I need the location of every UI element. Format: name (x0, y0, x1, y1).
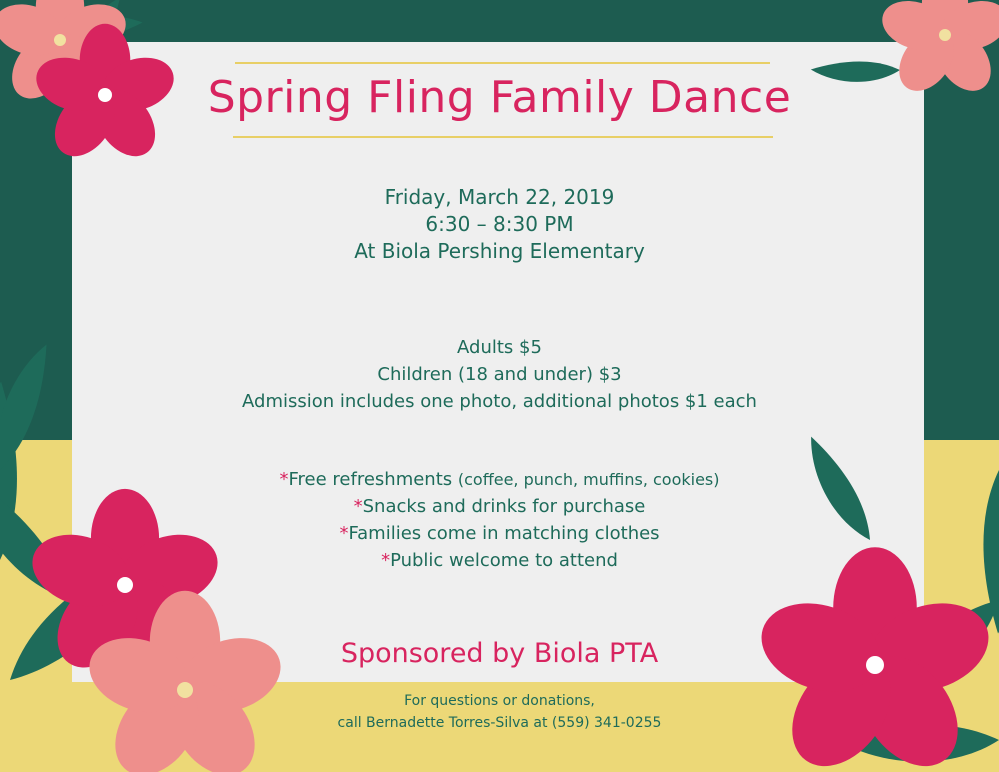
event-date: Friday, March 22, 2019 (384, 185, 615, 209)
contact-info (0, 690, 999, 734)
event-time: 6:30 – 8:30 PM (425, 212, 574, 236)
contact-line-1: For questions or donations, (404, 693, 595, 709)
note-families (0, 520, 999, 547)
event-notes (0, 466, 999, 574)
note-public-text: Public welcome to attend (390, 550, 618, 571)
note-families-text: Families come in matching clothes (348, 523, 660, 544)
price-photos: Admission includes one photo, additional photos $1 each (242, 391, 757, 412)
sponsor-line: Sponsored by Biola PTA (340, 638, 659, 669)
bullet-star: * (339, 523, 349, 544)
price-children: Children (18 and under) $3 (377, 364, 622, 385)
note-snacks-text: Snacks and drinks for purchase (362, 496, 646, 517)
note-public (0, 547, 999, 574)
admission-prices (0, 334, 999, 415)
contact-line-2: call Bernadette Torres-Silva at (559) 341-0255 (337, 715, 662, 731)
bullet-star: * (279, 469, 289, 490)
bullet-star: * (381, 550, 391, 571)
price-adults: Adults $5 (457, 337, 542, 358)
note-refreshments-detail: (coffee, punch, muffins, cookies) (457, 470, 720, 489)
note-snacks (0, 493, 999, 520)
title-rule-bottom (233, 136, 773, 138)
event-details (0, 184, 999, 265)
event-location: At Biola Pershing Elementary (354, 239, 645, 263)
title-rule-top (235, 62, 770, 64)
page-title: Spring Fling Family Dance (207, 72, 792, 123)
note-refreshments (0, 466, 999, 493)
note-refreshments-text: Free refreshments (288, 469, 453, 490)
bullet-star: * (353, 496, 363, 517)
